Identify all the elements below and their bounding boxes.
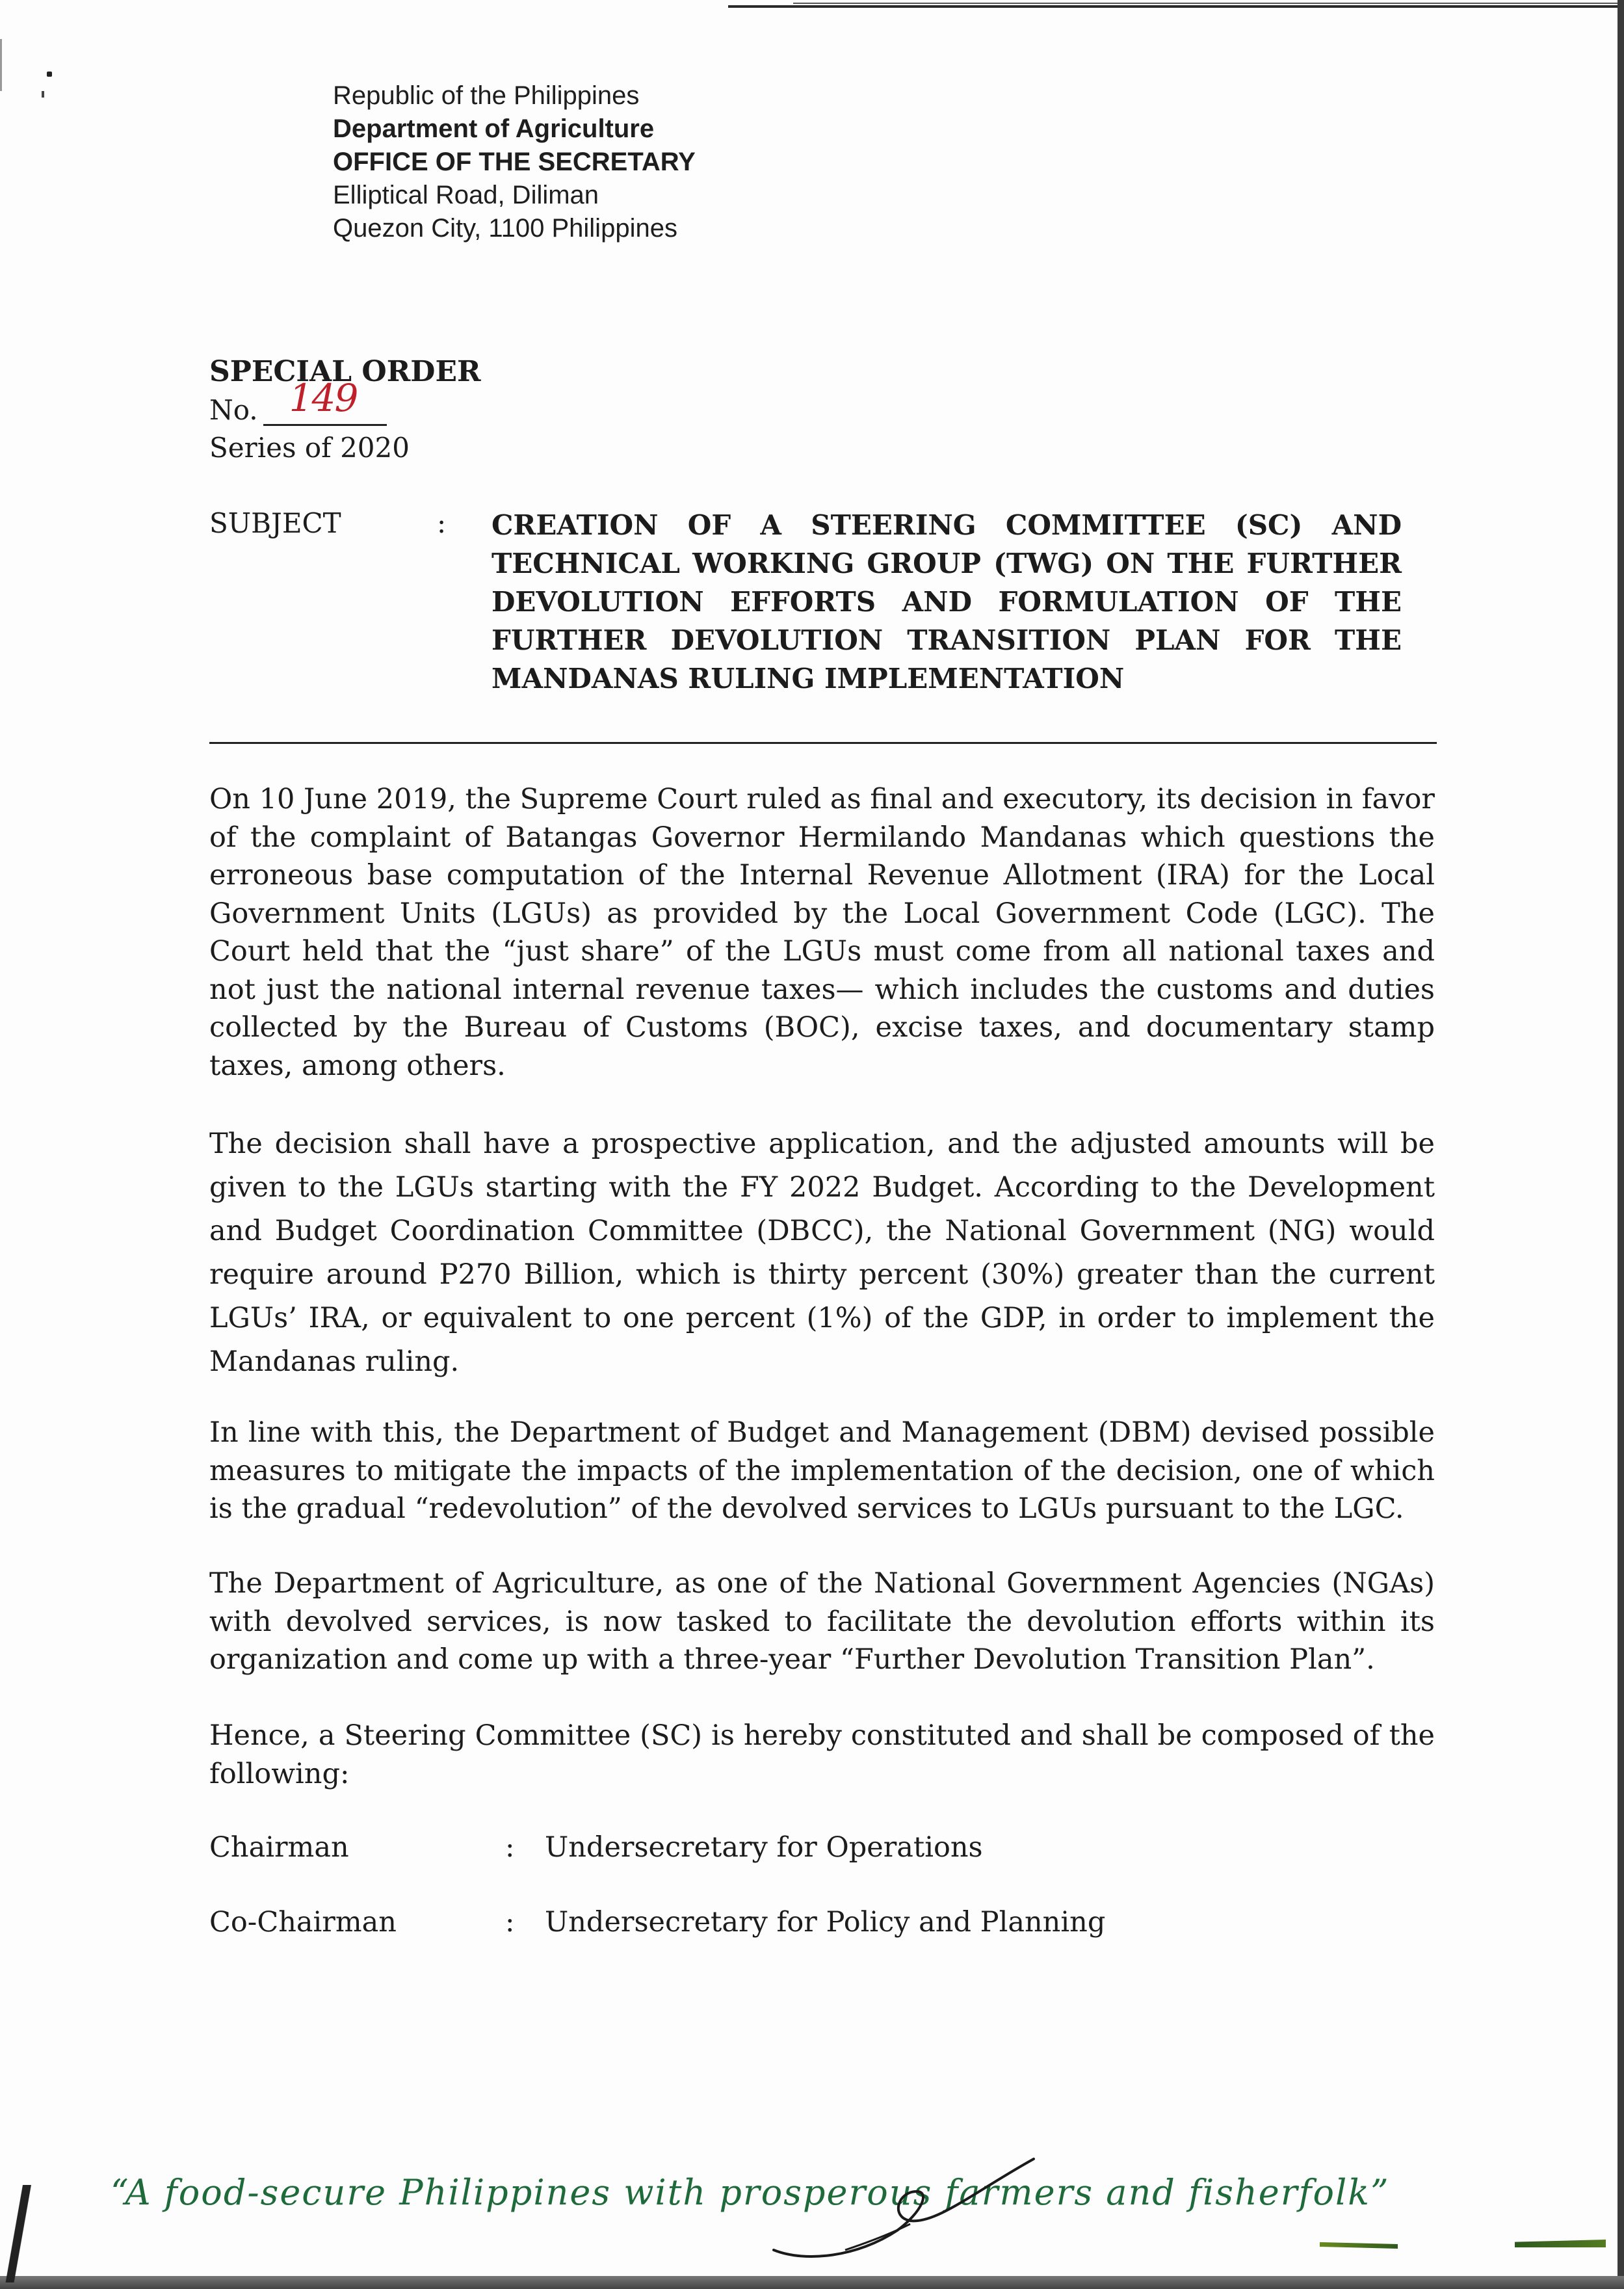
scan-edge-bottom — [0, 2276, 1624, 2289]
subject-text: CREATION OF A STEERING COMMITTEE (SC) AND TECHNICAL WORKING GROUP (TWG) ON THE FURTHER DEVOLUTION EFFORTS AND FORMULATION OF THE FURTHER DEVOLUTION TRANSITION PLAN FOR THE MANDANAS RULING IMPLEMENTATION — [491, 509, 1402, 695]
order-number-blank — [263, 376, 387, 426]
member-role: Chairman — [209, 1831, 349, 1864]
signature-initial-mark — [767, 2152, 1040, 2263]
member-colon: : — [505, 1906, 515, 1938]
order-title: SPECIAL ORDER — [209, 355, 481, 388]
scan-edge-right — [1617, 0, 1624, 2289]
body-paragraph-2: The decision shall have a prospective application, and the adjusted amounts will be given to the LGUs starting with the FY 2022 Budget. According to the Development and Budget Coordination Committee (DBCC), the National Government (NG) would require around P270 Billion, which is thirty percent (30%) greater than the current LGUs’ IRA, or equivalent to one percent (1%) of the GDP, in order to implement the Mandanas ruling. — [209, 1128, 1435, 1378]
letterhead-republic: Republic of the Philippines — [333, 81, 640, 110]
footer-accent-bar — [1515, 2240, 1606, 2247]
order-number-handwritten: 149 — [289, 376, 358, 420]
member-colon: : — [505, 1831, 515, 1864]
member-role: Co-Chairman — [209, 1906, 397, 1938]
letterhead-office: OFFICE OF THE SECRETARY — [333, 148, 696, 176]
body-paragraph-5: Hence, a Steering Committee (SC) is hereby constituted and shall be composed of the following: — [209, 1719, 1435, 1790]
subject-colon: : — [437, 507, 447, 539]
order-number-label: No. — [209, 394, 258, 426]
footer-accent-bar — [1320, 2242, 1398, 2249]
body-paragraph-1: On 10 June 2019, the Supreme Court ruled as final and executory, its decision in favor of the complaint of Batangas Governor Hermilando Mandanas which questions the erroneous base computation of the Internal Revenue Allotment (IRA) for the Local Government Units (LGUs) as provided by the Local Government Code (LGC). The Court held that the “just share” of the LGUs must come from all national taxes and not just the national internal revenue taxes— which includes the customs and duties collected by the Bureau of Customs (BOC), excise taxes, and documentary stamp taxes, among others. — [209, 783, 1435, 1082]
member-name: Undersecretary for Policy and Planning — [545, 1906, 1106, 1938]
scan-speck — [42, 91, 44, 98]
order-series: Series of 2020 — [209, 432, 410, 464]
letterhead-department: Department of Agriculture — [333, 114, 655, 143]
letterhead-city: Quezon City, 1100 Philippines — [333, 214, 677, 243]
scan-edge-top — [728, 5, 1624, 8]
member-name: Undersecretary for Operations — [545, 1831, 983, 1864]
body-paragraph-3: In line with this, the Department of Budget and Management (DBM) devised possible measures to mitigate the impacts of the implementation of the decision, one of which is the gradual “redevolution” of the devolved services to LGUs pursuant to the LGC. — [209, 1416, 1435, 1525]
body-paragraph-4: The Department of Agriculture, as one of the National Government Agencies (NGAs) with devolved services, is now tasked to facilitate the devolution efforts within its organization and come up with a three-year “Further Devolution Transition Plan”. — [209, 1567, 1435, 1676]
footer-motto: “A food-secure Philippines with prosperous farmers and fisherfolk” — [111, 2172, 1390, 2213]
scan-edge-bottom-left — [0, 2185, 39, 2282]
letterhead-street: Elliptical Road, Diliman — [333, 181, 599, 209]
letterhead — [333, 79, 696, 245]
subject-label: SUBJECT — [209, 507, 341, 539]
scan-edge-top-thin — [793, 3, 1624, 4]
order-number — [209, 376, 387, 426]
scan-edge-left — [0, 39, 2, 91]
scan-speck — [47, 72, 52, 77]
subject-divider — [209, 742, 1437, 744]
